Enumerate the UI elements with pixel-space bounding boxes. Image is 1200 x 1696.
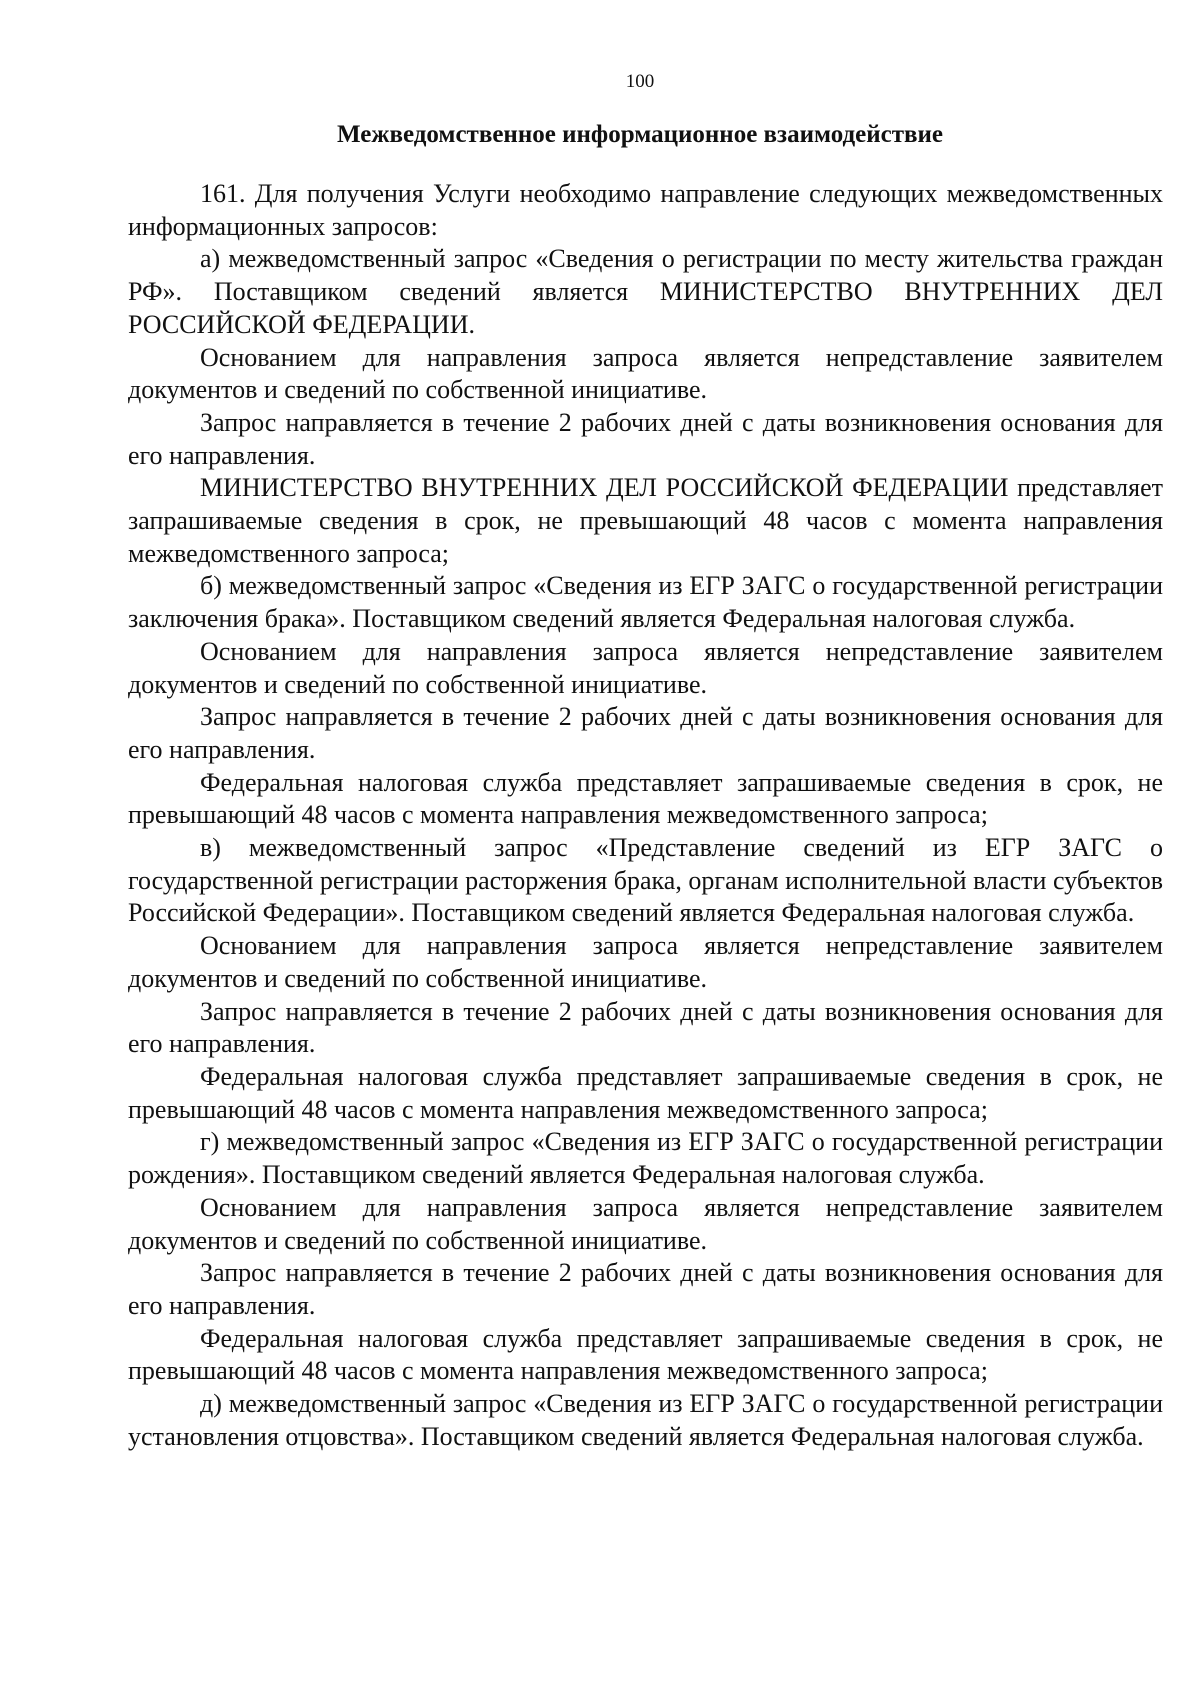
paragraph-request-b: б) межведомственный запрос «Сведения из ЕГР ЗАГС о государственной регистрации заключения брака». Поставщиком сведений является Федеральная налоговая служба. bbox=[128, 571, 1163, 634]
paragraph-deadline: Запрос направляется в течение 2 рабочих дней с даты возникновения основания для его направления. bbox=[128, 407, 1163, 470]
paragraph-response-term: МИНИСТЕРСТВО ВНУТРЕННИХ ДЕЛ РОССИЙСКОЙ ФЕДЕРАЦИИ представляет запрашиваемые сведения в срок, не превышающий 48 часов с момента направления межведомственного запроса; bbox=[128, 473, 1163, 568]
paragraph-basis: Основанием для направления запроса является непредставление заявителем документов и сведений по собственной инициативе. bbox=[128, 1192, 1163, 1255]
paragraph-response-term: Федеральная налоговая служба представляет запрашиваемые сведения в срок, не превышающий 48 часов с момента направления межведомственного запроса; bbox=[128, 1323, 1163, 1386]
paragraph-basis: Основанием для направления запроса является непредставление заявителем документов и сведений по собственной инициативе. bbox=[128, 636, 1163, 699]
section-heading: Межведомственное информационное взаимодействие bbox=[337, 121, 943, 148]
page-number: 100 bbox=[625, 71, 655, 92]
document-body bbox=[128, 178, 1163, 1453]
paragraph-response-term: Федеральная налоговая служба представляет запрашиваемые сведения в срок, не превышающий 48 часов с момента направления межведомственного запроса; bbox=[128, 1061, 1163, 1124]
paragraph-request-d: д) межведомственный запрос «Сведения из ЕГР ЗАГС о государственной регистрации установления отцовства». Поставщиком сведений является Федеральная налоговая служба. bbox=[128, 1389, 1163, 1451]
paragraph-deadline: Запрос направляется в течение 2 рабочих дней с даты возникновения основания для его направления. bbox=[128, 996, 1163, 1059]
paragraph-deadline: Запрос направляется в течение 2 рабочих дней с даты возникновения основания для его направления. bbox=[128, 1258, 1163, 1320]
paragraph-response-term: Федеральная налоговая служба представляет запрашиваемые сведения в срок, не превышающий 48 часов с момента направления межведомственного запроса; bbox=[128, 767, 1163, 830]
paragraph-item-161: 161. Для получения Услуги необходимо направление следующих межведомственных информационных запросов: bbox=[128, 179, 1163, 241]
paragraph-request-a: а) межведомственный запрос «Сведения о регистрации по месту жительства граждан РФ». Поставщиком сведений является МИНИСТЕРСТВО ВНУТРЕННИХ ДЕЛ РОССИЙСКОЙ ФЕДЕРАЦИИ. bbox=[128, 244, 1163, 339]
paragraph-deadline: Запрос направляется в течение 2 рабочих дней с даты возникновения основания для его направления. bbox=[128, 702, 1163, 764]
paragraph-basis: Основанием для направления запроса является непредставление заявителем документов и сведений по собственной инициативе. bbox=[128, 931, 1163, 993]
paragraph-request-g: г) межведомственный запрос «Сведения из ЕГР ЗАГС о государственной регистрации рождения». Поставщиком сведений является Федеральная налоговая служба. bbox=[128, 1127, 1163, 1190]
paragraph-basis: Основанием для направления запроса является непредставление заявителем документов и сведений по собственной инициативе. bbox=[128, 342, 1163, 405]
paragraph-request-v: в) межведомственный запрос «Представление сведений из ЕГР ЗАГС о государственной регистрации расторжения брака, органам исполнительной власти субъектов Российской Федерации». Поставщиком сведений является Федеральная налоговая служба. bbox=[128, 833, 1163, 928]
